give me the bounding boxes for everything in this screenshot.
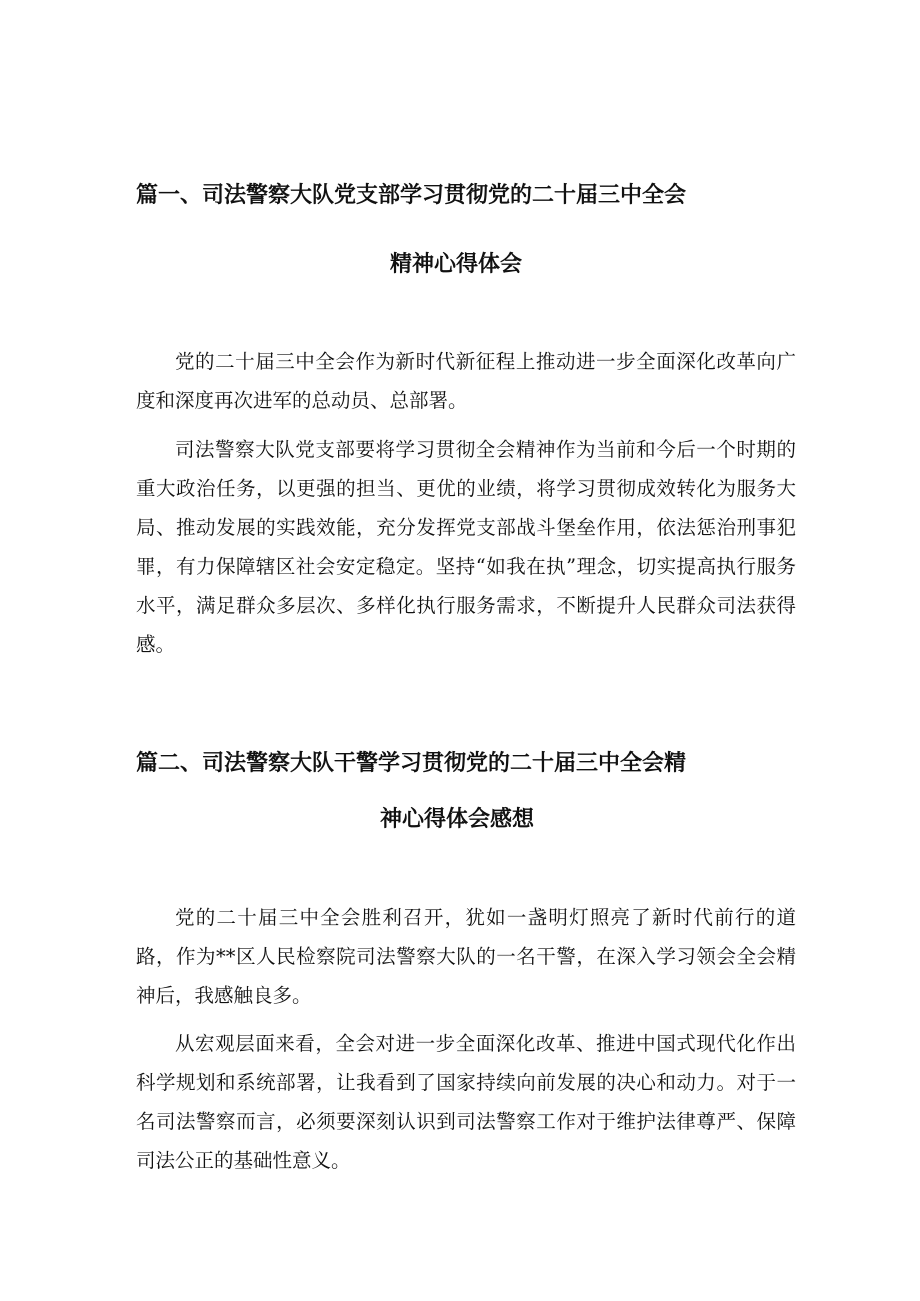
section-1-title-line-1: 篇一、司法警察大队党支部学习贯彻党的二十届三中全会	[136, 183, 687, 208]
section-1-paragraph-2: 司法警察大队党支部要将学习贯彻全会精神作为当前和今后一个时期的重大政治任务，以更强的担当、更优的业绩，将学习贯彻成效转化为服务大局、推动发展的实践效能，充分发挥党支部战斗堡垒作用，依法惩治刑事犯罪，有力保障辖区社会安定稳定。坚持“如我在执”理念，切实提高执行服务水平，满足群众多层次、多样化执行服务需求，不断提升人民群众司法获得感。	[136, 438, 796, 656]
section-1-title-line-2: 精神心得体会	[390, 252, 523, 277]
section-1-paragraph-1: 党的二十届三中全会作为新时代新征程上推动进一步全面深化改革向广度和深度再次进军的总动员、总部署。	[136, 350, 796, 412]
section-2-paragraph-1: 党的二十届三中全会胜利召开，犹如一盏明灯照亮了新时代前行的道路，作为**区人民检察院司法警察大队的一名干警，在深入学习领会全会精神后，我感触良多。	[136, 906, 796, 1007]
section-2-title-line-1: 篇二、司法警察大队干警学习贯彻党的二十届三中全会精	[136, 751, 687, 776]
section-2-title-line-2: 神心得体会感想	[380, 807, 535, 832]
section-2-paragraph-2: 从宏观层面来看，全会对进一步全面深化改革、推进中国式现代化作出科学规划和系统部署，让我看到了国家持续向前发展的决心和动力。对于一名司法警察而言，必须要深刻认识到司法警察工作对于维护法律尊严、保障司法公正的基础性意义。	[136, 1032, 796, 1172]
